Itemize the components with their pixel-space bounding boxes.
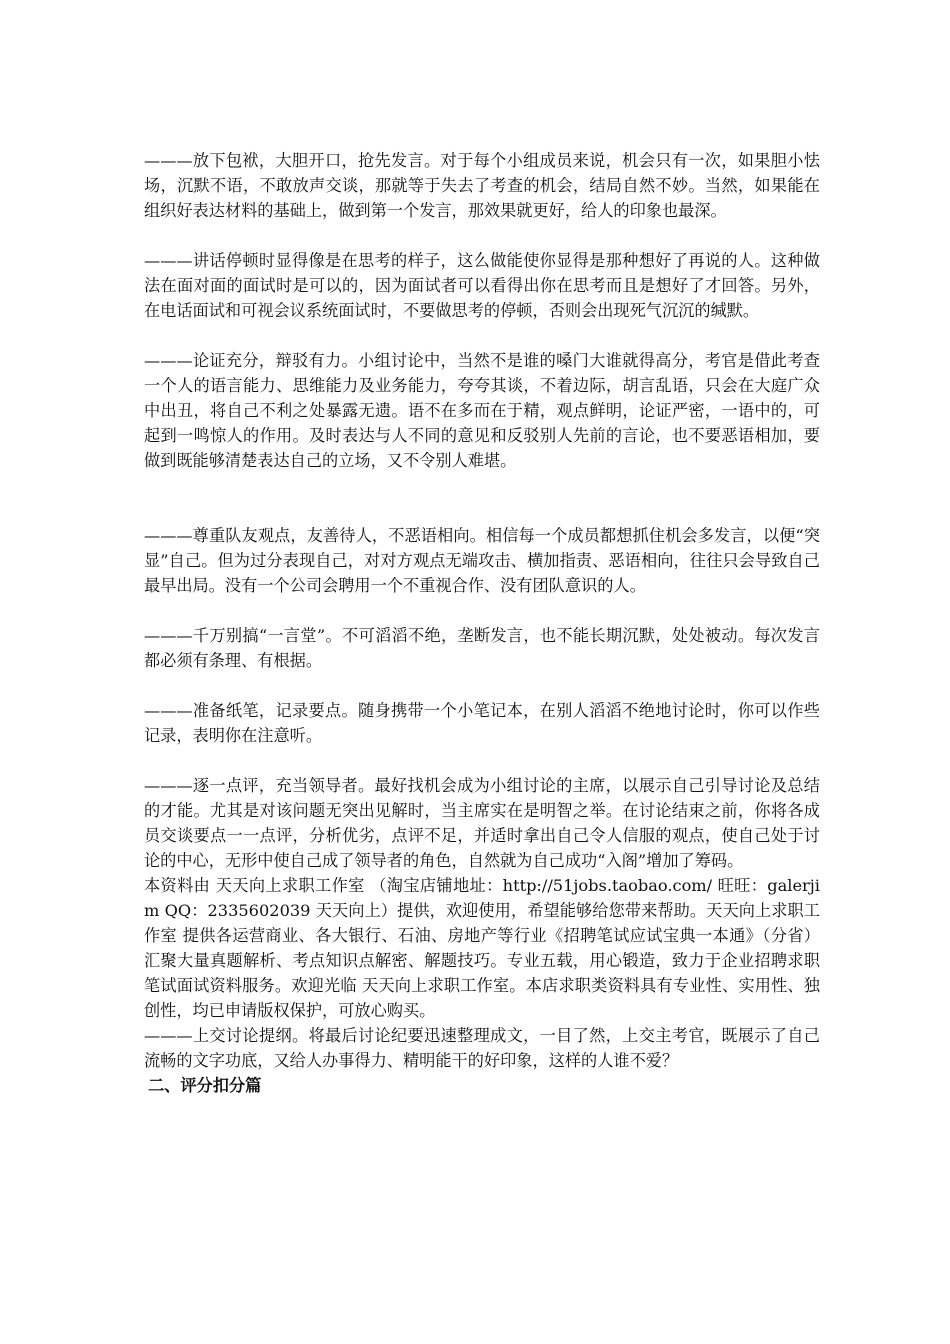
paragraph-argument: ———论证充分，辩驳有力。小组讨论中，当然不是谁的嗓门大谁就得高分，考官是借此考查一个人的语言能力、思维能力及业务能力，夸夸其谈，不着边际，胡言乱语，只会在大庭广众中出丑，将自己不利之处暴露无遗。语不在多而在于精，观点鲜明，论证严密，一语中的，可起到一鸣惊人的作用。及时表达与人不同的意见和反驳别人先前的言论，也不要恶语相加，要做到既能够清楚表达自己的立场，又不令别人难堪。 [144,351,820,470]
paragraph-respect-teammates: ———尊重队友观点，友善待人，不恶语相向。相信每一个成员都想抓住机会多发言，以便“突显”自己。但为过分表现自己，对对方观点无端攻击、横加指责、恶语相向，往往只会导致自己最早出局。没有一个公司会聘用一个不重视合作、没有团队意识的人。 [144,526,820,595]
paragraph-no-monopoly: ———千万别搞“一言堂”。不可滔滔不绝，垄断发言，也不能长期沉默，处处被动。每次发言都必须有条理、有根据。 [144,626,820,670]
paragraph-notes: ———准备纸笔，记录要点。随身携带一个小笔记本，在别人滔滔不绝地讨论时，你可以作些记录，表明你在注意听。 [144,701,820,745]
paragraph-advertisement: 本资料由 天天向上求职工作室 （淘宝店铺地址：http://51jobs.taobao.com/ 旺旺：galerjim QQ：2335602039 天天向上）提供，欢迎使用，希望能够给您带来帮助。天天向上求职工作室 提供各运营商业、各大银行、石油、房地产等行业《招聘笔试应试宝典一本通》（分省）汇聚大量真题解析、考点知识点解密、解题技巧。专业五载，用心锻造，致力于企业招聘求职 笔试面试资料服务。欢迎光临 天天向上求职工作室。本店求职类资料具有专业性、实用性、独创性，均已申请版权保护，可放心购买。 [144,876,820,1020]
paragraph-speak-first: ———放下包袱，大胆开口，抢先发言。对于每个小组成员来说，机会只有一次，如果胆小怯场，沉默不语，不敢放声交谈，那就等于失去了考查的机会，结局自然不妙。当然，如果能在组织好表达材料的基础上，做到第一个发言，那效果就更好，给人的印象也最深。 [144,151,820,220]
document-body [144,148,820,1098]
paragraph-leader: ———逐一点评，充当领导者。最好找机会成为小组讨论的主席，以展示自己引导讨论及总结的才能。尤其是对该问题无突出见解时，当主席实在是明智之举。在讨论结束之前，你将各成员交谈要点一一点评，分析优劣，点评不足，并适时拿出自己令人信服的观点，使自己处于讨论的中心，无形中使自己成了领导者的角色，自然就为自己成功“入阁”增加了筹码。 [144,776,820,870]
paragraph-pause-thinking: ———讲话停顿时显得像是在思考的样子，这么做能使你显得是那种想好了再说的人。这种做法在面对面的面试时是可以的，因为面试者可以看得出你在思考而且是想好了才回答。另外，在电话面试和可视会议系统面试时，不要做思考的停顿，否则会出现死气沉沉的缄默。 [144,251,820,320]
section-heading: 二、评分扣分篇 [148,1076,262,1095]
paragraph-submit-outline: ———上交讨论提纲。将最后讨论纪要迅速整理成文，一目了然，上交主考官，既展示了自己流畅的文字功底，又给人办事得力、精明能干的好印象，这样的人谁不爱？ [144,1026,820,1070]
